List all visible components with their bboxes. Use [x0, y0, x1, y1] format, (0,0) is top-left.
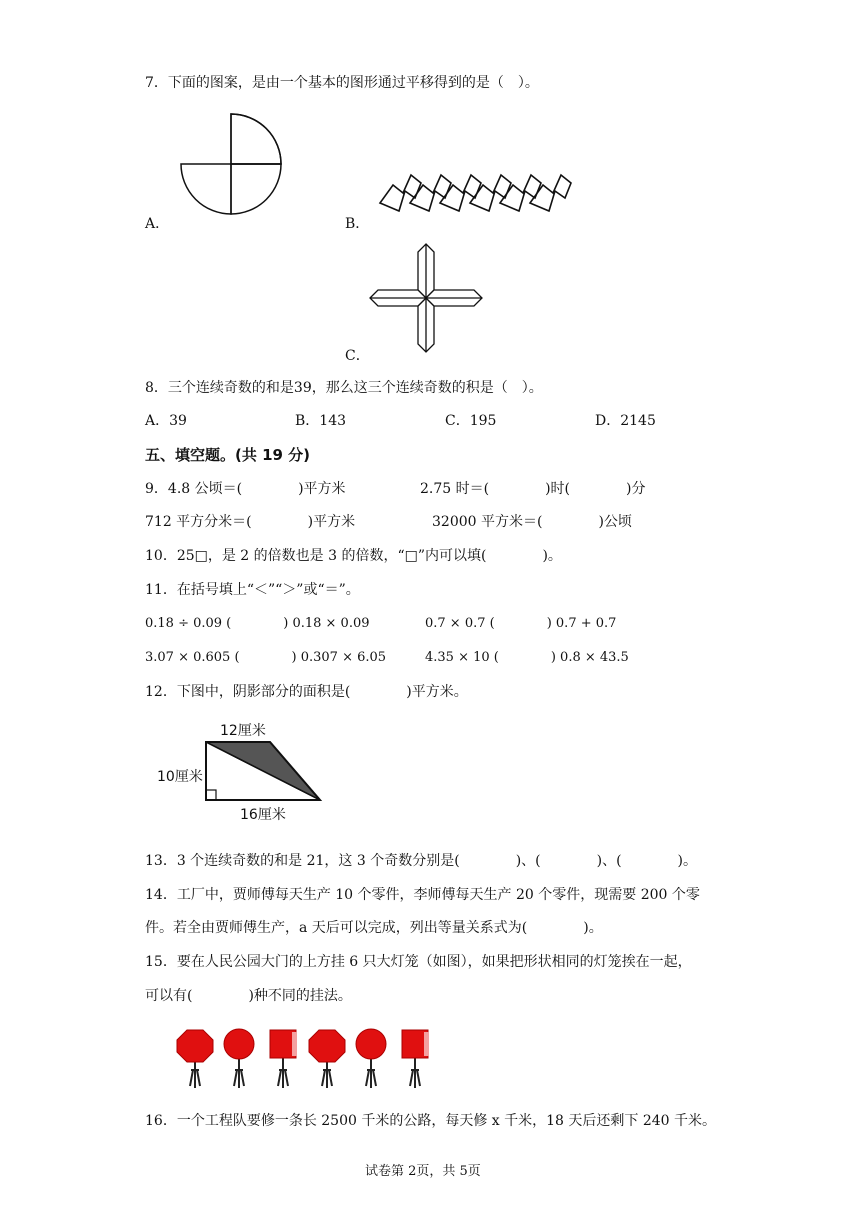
lanterns-figure: [170, 1022, 440, 1092]
zigzag-pattern-figure: [375, 163, 575, 223]
q14-line-1: 14．工厂中，贾师傅每天生产 10 个零件，李师傅每天生产 20 个零件，现需要 200 个零: [145, 887, 700, 903]
q15-line-1: 15．要在人民公园大门的上方挂 6 只大灯笼（如图），如果把形状相同的灯笼挨在一起，: [145, 954, 692, 970]
q8-option-c[interactable]: C．195: [445, 413, 497, 429]
q9-item-1: 9．4.8 公顷＝( )平方米: [145, 481, 346, 497]
q12-bottom-label: 16厘米: [240, 807, 286, 823]
q9-item-2: 2.75 时＝( )时( )分: [420, 481, 646, 497]
q7-option-b[interactable]: B．: [345, 216, 370, 232]
q8-option-b[interactable]: B．143: [295, 413, 347, 429]
q7-option-c[interactable]: C．: [345, 348, 370, 364]
q12-top-label: 12厘米: [220, 723, 266, 739]
q11-expression-3: 3.07 × 0.605 ( ) 0.307 × 6.05: [145, 650, 387, 665]
q8-option-a[interactable]: A．39: [145, 413, 187, 429]
q12-left-label: 10厘米: [157, 769, 203, 785]
q10-text: 10．25□，是 2 的倍数也是 3 的倍数，“□”内可以填( )。: [145, 548, 562, 564]
q8-option-d[interactable]: D．2145: [595, 413, 656, 429]
lantern-octagon-icon: [309, 1030, 345, 1062]
section-heading: 五、填空题。(共 19 分): [145, 446, 311, 464]
q14-line-2: 件。若全由贾师傅生产，a 天后可以完成，列出等量关系式为( )。: [145, 920, 603, 936]
q11-expression-4: 4.35 × 10 ( ) 0.8 × 43.5: [425, 650, 629, 665]
lantern-round-icon: [356, 1029, 386, 1059]
q11-text: 11．在括号填上“＜”“＞”或“＝”。: [145, 582, 360, 598]
q15-line-2: 可以有( )种不同的挂法。: [145, 988, 352, 1004]
cross-figure: [368, 240, 488, 360]
q9-item-4: 32000 平方米＝( )公顷: [432, 514, 632, 530]
q11-expression-2: 0.7 × 0.7 ( ) 0.7 + 0.7: [425, 616, 617, 631]
lantern-octagon-icon: [177, 1030, 213, 1062]
q9-item-3: 712 平方分米＝( )平方米: [145, 514, 356, 530]
q16-text: 16．一个工程队要修一条长 2500 千米的公路，每天修 x 千米，18 天后还剩下 240 千米。: [145, 1113, 717, 1129]
q7-text: 7．下面的图案，是由一个基本的图形通过平移得到的是（ ）。: [145, 75, 539, 91]
page-footer: 试卷第 2页，共 5页: [365, 1164, 481, 1179]
q12-text: 12．下图中，阴影部分的面积是( )平方米。: [145, 684, 468, 700]
q7-option-a[interactable]: A．: [145, 216, 170, 232]
pinwheel-figure: [175, 110, 295, 230]
lantern-round-icon: [224, 1029, 254, 1059]
q13-text: 13．3 个连续奇数的和是 21，这 3 个奇数分别是( )、( )、( )。: [145, 853, 698, 869]
q8-text: 8．三个连续奇数的和是39，那么这三个连续奇数的积是（ ）。: [145, 380, 543, 396]
q11-expression-1: 0.18 ÷ 0.09 ( ) 0.18 × 0.09: [145, 616, 370, 631]
